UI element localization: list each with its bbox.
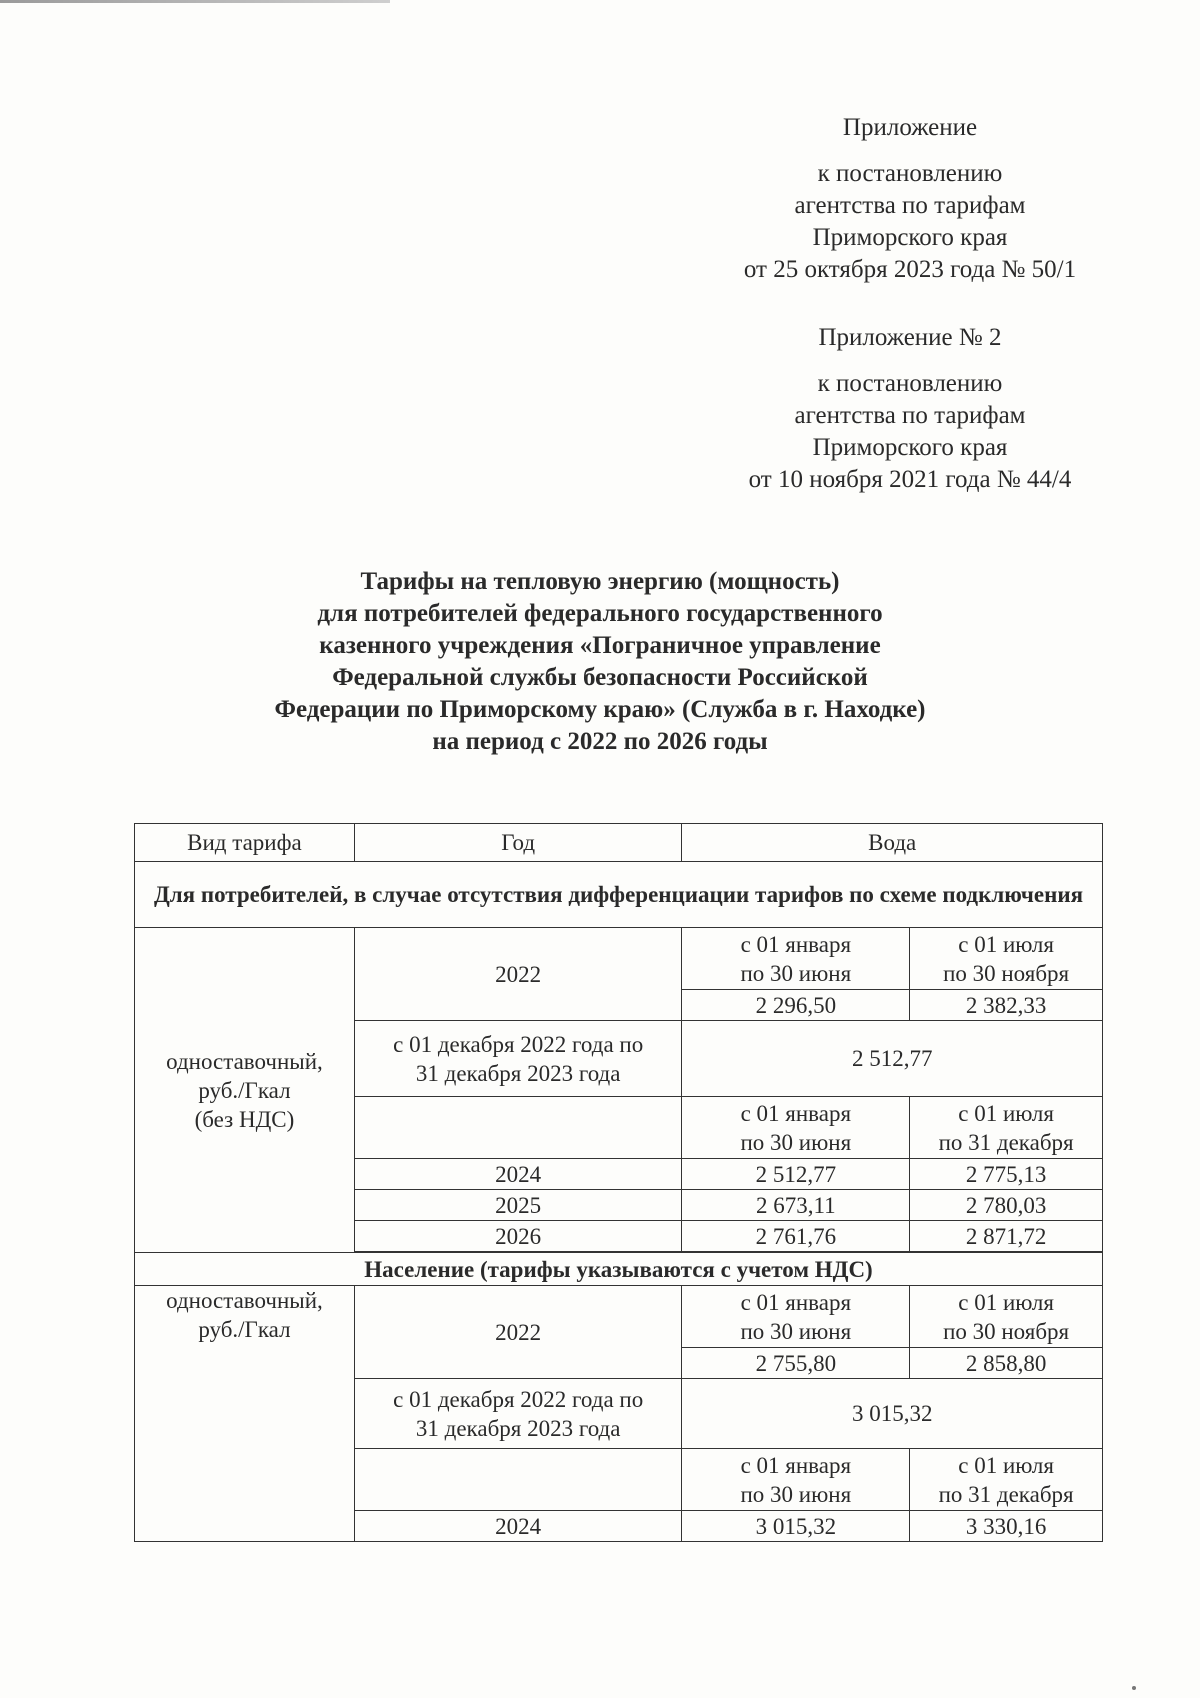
appendix-block-1: [700, 112, 1120, 286]
document-title: [150, 566, 1050, 758]
header-year: Год: [354, 824, 682, 862]
period-label: [910, 1097, 1103, 1159]
value-cell: 2 512,77: [682, 1021, 1103, 1097]
section-2-heading: Население (тарифы указываются с учетом НДС): [135, 1253, 1103, 1286]
tariff-type-line: одноставочный,: [166, 1048, 323, 1074]
appendix-2-line: от 10 ноября 2021 года № 44/4: [748, 466, 1072, 493]
period-label-line: с 01 июля: [958, 1452, 1054, 1478]
header-tariff-type: Вид тарифа: [135, 824, 355, 862]
section-2-tariff-type: [135, 1286, 355, 1542]
period-label: [910, 1286, 1103, 1348]
title-line: казенного учреждения «Пограничное управление: [319, 632, 881, 659]
value-cell: 2 775,13: [910, 1159, 1103, 1190]
period-label-line: по 30 июня: [740, 1318, 852, 1344]
appendix-2-line: агентства по тарифам: [794, 402, 1026, 429]
value-cell: 2 780,03: [910, 1190, 1103, 1221]
period-label-line: по 31 декабря: [938, 1481, 1074, 1507]
year-cell: 2022: [354, 928, 682, 1021]
year-cell: 2026: [354, 1221, 682, 1252]
table-header-row: [135, 824, 1103, 862]
period-label-line: по 31 декабря: [938, 1129, 1074, 1155]
period-label-line: с 01 июля: [958, 1289, 1054, 1315]
year-cell: 2025: [354, 1190, 682, 1221]
section-heading-row: [135, 862, 1103, 928]
period-line: с 01 декабря 2022 года по: [393, 1386, 644, 1412]
period-cell: [354, 1021, 682, 1097]
period-label-line: по 30 июня: [740, 1481, 852, 1507]
year-cell: 2024: [354, 1511, 682, 1542]
appendix-1-line: к постановлению: [817, 160, 1003, 187]
title-line: Федеральной службы безопасности Российской: [332, 664, 868, 691]
period-label: [682, 1097, 910, 1159]
period-label-line: с 01 января: [740, 1452, 852, 1478]
period-line: с 01 декабря 2022 года по: [393, 1031, 644, 1057]
scan-speck: [1132, 1686, 1136, 1690]
period-label-line: с 01 января: [740, 1100, 852, 1126]
period-cell: [354, 1379, 682, 1449]
title-line: на период с 2022 по 2026 годы: [432, 728, 768, 755]
header-water: Вода: [682, 824, 1103, 862]
value-cell: 2 871,72: [910, 1221, 1103, 1252]
section-1-heading: Для потребителей, в случае отсутствия дифференциации тарифов по схеме подключения: [135, 862, 1103, 928]
table-row: [135, 928, 1103, 990]
appendix-block-2: [700, 322, 1120, 496]
period-label-line: по 30 июня: [740, 1129, 852, 1155]
value-cell: 2 296,50: [682, 990, 910, 1021]
period-label: [682, 1449, 910, 1511]
title-line: Федерации по Приморскому краю» (Служба в г. Находке): [274, 696, 926, 723]
period-line: 31 декабря 2023 года: [415, 1415, 621, 1441]
title-line: для потребителей федерального государственного: [317, 600, 883, 627]
period-label: [682, 928, 910, 990]
value-cell: 2 382,33: [910, 990, 1103, 1021]
period-label: [910, 1449, 1103, 1511]
period-label-line: по 30 ноября: [943, 1318, 1070, 1344]
period-label-line: по 30 ноября: [943, 960, 1070, 986]
table-row: [135, 1286, 1103, 1348]
appendix-2-line: к постановлению: [817, 370, 1003, 397]
appendix-2-title: Приложение № 2: [818, 324, 1002, 351]
appendix-1-line: Приморского края: [812, 224, 1008, 251]
period-label-line: по 30 июня: [740, 960, 852, 986]
value-cell: 3 015,32: [682, 1511, 910, 1542]
value-cell: 2 673,11: [682, 1190, 910, 1221]
year-cell: 2022: [354, 1286, 682, 1379]
period-label-line: с 01 января: [740, 1289, 852, 1315]
appendix-1-line: агентства по тарифам: [794, 192, 1026, 219]
appendix-1-title: Приложение: [842, 114, 978, 141]
tariff-type-line: руб./Гкал: [198, 1317, 291, 1342]
section-1-tariff-type: [135, 928, 355, 1253]
tariff-table: [134, 823, 1103, 1542]
title-line: Тарифы на тепловую энергию (мощность): [360, 568, 840, 595]
period-label: [682, 1286, 910, 1348]
value-cell: 2 858,80: [910, 1348, 1103, 1379]
year-cell: 2024: [354, 1159, 682, 1190]
appendix-2-line: Приморского края: [812, 434, 1008, 461]
tariff-type-line: руб./Гкал: [198, 1077, 291, 1103]
period-label-line: с 01 июля: [958, 931, 1054, 957]
period-label-line: с 01 июля: [958, 1100, 1054, 1126]
period-label-line: с 01 января: [740, 931, 852, 957]
period-line: 31 декабря 2023 года: [415, 1060, 621, 1086]
scan-edge-mark: [0, 0, 390, 3]
value-cell: 2 761,76: [682, 1221, 910, 1252]
empty-cell: [354, 1449, 682, 1511]
value-cell: 2 755,80: [682, 1348, 910, 1379]
value-cell: 3 330,16: [910, 1511, 1103, 1542]
section-heading-row: [135, 1253, 1103, 1286]
empty-cell: [354, 1097, 682, 1159]
tariff-type-line: (без НДС): [194, 1106, 295, 1132]
value-cell: 3 015,32: [682, 1379, 1103, 1449]
appendix-1-line: от 25 октября 2023 года № 50/1: [743, 256, 1077, 283]
period-label: [910, 928, 1103, 990]
value-cell: 2 512,77: [682, 1159, 910, 1190]
tariff-type-line: одноставочный,: [166, 1288, 323, 1313]
